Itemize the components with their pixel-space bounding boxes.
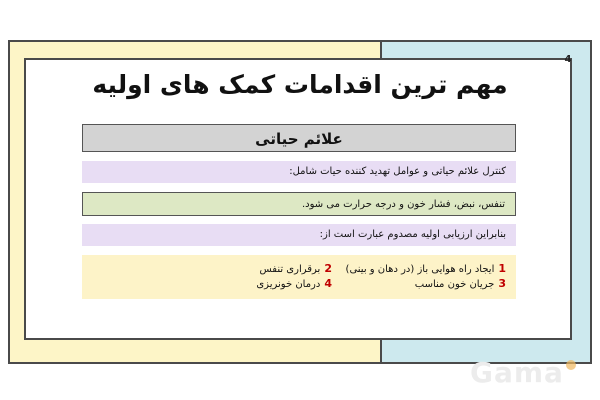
item-number: 3 xyxy=(498,277,506,290)
actions-list xyxy=(82,255,516,299)
intro-text: کنترل علائم حیاتی و عوامل تهدید کننده حیات شامل: xyxy=(82,161,516,183)
watermark-dot-icon xyxy=(566,360,576,370)
item-text: جریان خون مناسب xyxy=(414,279,495,290)
assessment-text: بنابراین ارزیابی اولیه مصدوم عبارت است از: xyxy=(82,224,516,246)
section-header: علائم حیاتی xyxy=(82,124,516,152)
item-text: درمان خونریزی xyxy=(256,279,321,290)
list-item xyxy=(256,261,332,276)
actions-column-right xyxy=(346,261,506,291)
actions-column-left xyxy=(256,261,332,291)
item-number: 1 xyxy=(498,262,506,275)
list-item xyxy=(346,261,506,276)
item-text: ایجاد راه هوایی باز (در دهان و بینی) xyxy=(345,264,495,275)
item-number: 4 xyxy=(324,277,332,290)
vital-signs-text: تنفس، نبض، فشار خون و درجه حرارت می شود. xyxy=(82,192,516,216)
slide-title: مهم ترین اقدامات کمک های اولیه xyxy=(92,70,508,99)
list-item xyxy=(256,276,332,291)
list-item xyxy=(346,276,506,291)
page-number: 4 xyxy=(564,54,572,65)
watermark-logo: Gama xyxy=(470,356,564,389)
item-number: 2 xyxy=(324,262,332,275)
item-text: برقراری تنفس xyxy=(259,264,321,275)
